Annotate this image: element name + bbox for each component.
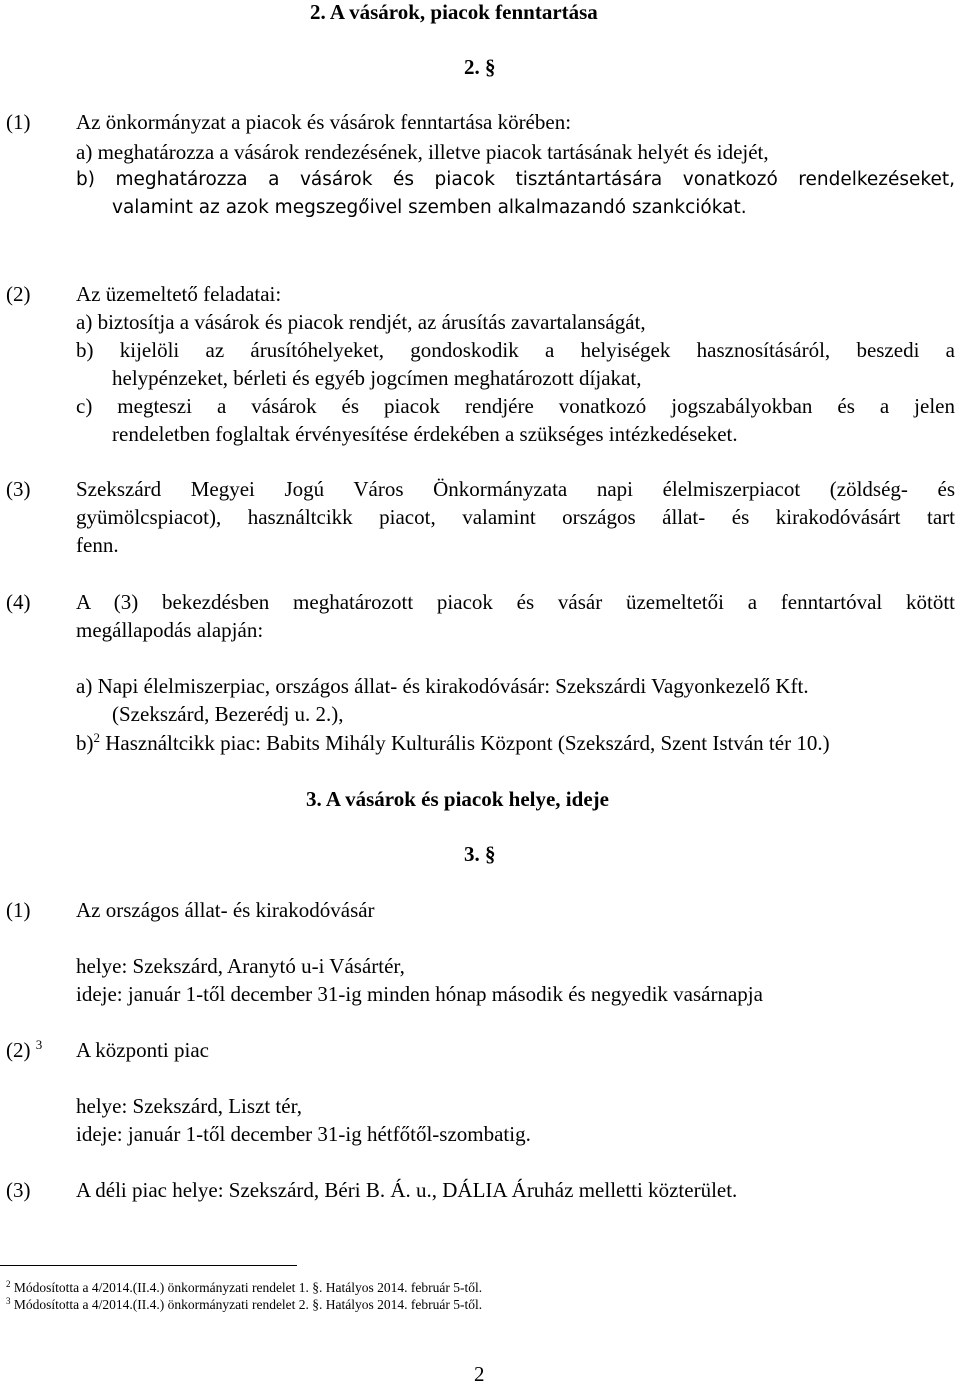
subsection-intro: Az önkormányzat a piacok és vásárok fenntartása körében: <box>76 110 572 134</box>
subsection-number: (3) <box>6 477 31 501</box>
market-description: A déli piac helye: Szekszárd, Béri B. Á. u., DÁLIA Áruház melletti közterület. <box>76 1178 738 1202</box>
list-item-b-cont: helypénzeket, bérleti és egyéb jogcímen meghatározott díjakat, <box>112 366 642 390</box>
subsection-number: (1) <box>6 110 31 134</box>
list-item-text: Használtcikk piac: Babits Mihály Kulturális Központ (Szekszárd, Szent István tér 10.) <box>100 731 830 755</box>
footnote-number: 2 <box>6 1279 11 1289</box>
market-title: Az országos állat- és kirakodóvásár <box>76 898 375 922</box>
paragraph-line: megállapodás alapján: <box>76 618 264 642</box>
footnote-number: 3 <box>6 1296 11 1306</box>
paragraph-line: Szekszárd Megyei Jogú Város Önkormányzata napi élelmiszerpiacot (zöldség- és <box>76 477 955 501</box>
subsection-number-text: (2) <box>6 1038 31 1062</box>
paragraph-line: fenn. <box>76 533 119 557</box>
market-place: helye: Szekszárd, Liszt tér, <box>76 1094 302 1118</box>
list-item-b: b) kijelöli az árusítóhelyeket, gondoskodik a helyiségek hasznosításáról, beszedi a <box>76 338 955 362</box>
footnote-separator <box>0 1265 297 1266</box>
market-title: A központi piac <box>76 1038 209 1062</box>
chapter-title-2: 2. A vásárok, piacok fenntartása <box>310 0 598 24</box>
paragraph-mark-2: 2. § <box>464 55 496 79</box>
list-item-b <box>76 730 830 755</box>
footnote <box>6 1298 482 1312</box>
footnote-text: Módosította a 4/2014.(II.4.) önkormányzati rendelet 2. §. Hatályos 2014. február 5-től. <box>10 1297 483 1312</box>
subsection-number: (2) <box>6 282 31 306</box>
subsection-number <box>6 1037 43 1062</box>
subsection-intro: Az üzemeltető feladatai: <box>76 282 282 306</box>
market-time: ideje: január 1-től december 31-ig minden hónap második és negyedik vasárnapja <box>76 982 763 1006</box>
subsection-number: (3) <box>6 1178 31 1202</box>
list-label: b) <box>76 731 94 755</box>
market-place: helye: Szekszárd, Aranytó u-i Vásártér, <box>76 954 405 978</box>
list-item-a-cont: (Szekszárd, Bezerédj u. 2.), <box>112 702 344 726</box>
footnote-ref: 2 <box>93 730 100 745</box>
paragraph-line: gyümölcspiacot), használtcikk piacot, valamint országos állat- és kirakodóvásárt tart <box>76 505 955 529</box>
chapter-title-3: 3. A vásárok és piacok helye, ideje <box>306 787 609 811</box>
subsection-number: (4) <box>6 590 31 614</box>
paragraph-mark-3: 3. § <box>464 842 496 866</box>
subsection-number: (1) <box>6 898 31 922</box>
page-number: 2 <box>474 1362 485 1386</box>
market-time: ideje: január 1-től december 31-ig hétfőtől-szombatig. <box>76 1122 531 1146</box>
list-item-c-cont: rendeletben foglaltak érvényesítése érdekében a szükséges intézkedéseket. <box>112 422 738 446</box>
list-item-a: a) biztosítja a vásárok és piacok rendjét, az árusítás zavartalanságát, <box>76 310 646 334</box>
footnote-ref: 3 <box>35 1037 43 1052</box>
list-item-b-cont: valamint az azok megszegőivel szemben alkalmazandó szankciókat. <box>112 197 747 218</box>
footnote <box>6 1281 482 1295</box>
list-item-a: a) Napi élelmiszerpiac, országos állat- és kirakodóvásár: Szekszárdi Vagyonkezelő Kft. <box>76 674 809 698</box>
list-item-b: b) meghatározza a vásárok és piacok tisztántartására vonatkozó rendelkezéseket, <box>76 169 955 190</box>
footnote-text: Módosította a 4/2014.(II.4.) önkormányzati rendelet 1. §. Hatályos 2014. február 5-től. <box>10 1280 483 1295</box>
paragraph-line: A (3) bekezdésben meghatározott piacok és vásár üzemeltetői a fenntartóval kötött <box>76 590 955 614</box>
list-item-a: a) meghatározza a vásárok rendezésének, illetve piacok tartásának helyét és idejét, <box>76 140 769 164</box>
list-item-c: c) megteszi a vásárok és piacok rendjére vonatkozó jogszabályokban és a jelen <box>76 394 955 418</box>
